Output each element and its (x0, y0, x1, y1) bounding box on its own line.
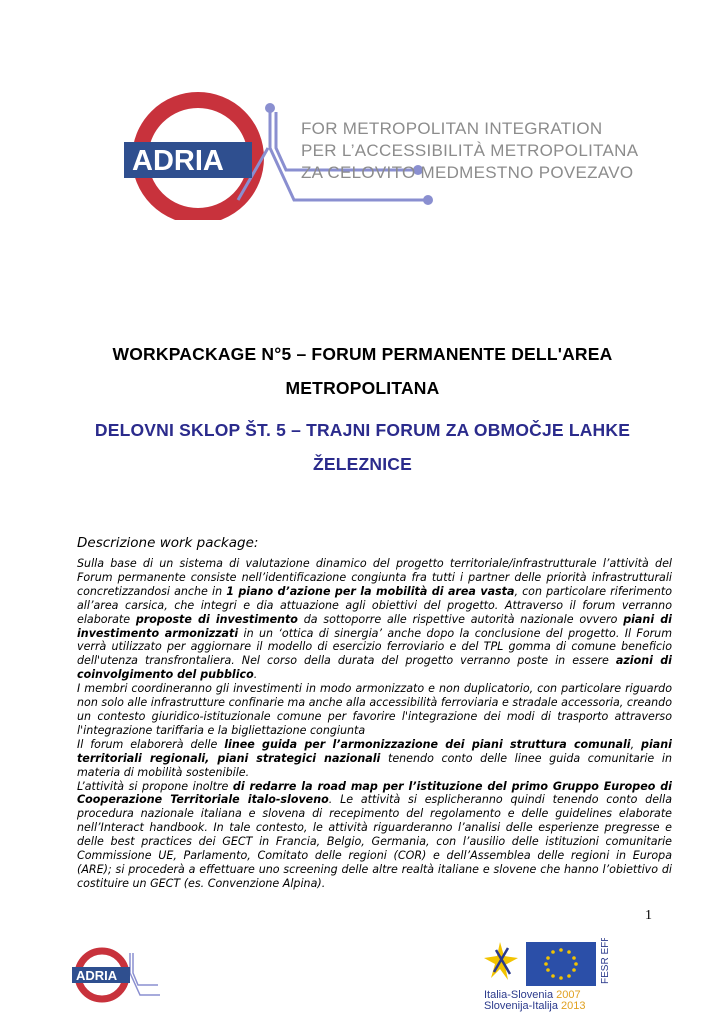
body-text-run: . (253, 668, 258, 682)
body-text-run: , (630, 737, 642, 751)
body-text-run: tenendo conto delle linee guida comunitarie in materia di mobilità sostenibile. (77, 751, 673, 779)
tagline-en: FOR METROPOLITAN INTEGRATION (301, 119, 603, 138)
body-paragraph (77, 780, 672, 891)
emphasized-text: di redarre la road map per l’istituzione del primo Gruppo Europeo di Cooperazione Territoriale italo-sloveno (77, 779, 672, 807)
body-text-run: da sottoporre alle rispettive autorità nazionale ovvero (297, 612, 624, 626)
emphasized-text: 1 piano d’azione per la mobilità di area vasta (226, 584, 515, 598)
programme-year-start: 2007 (556, 989, 581, 1001)
title-italian-line1: WORKPACKAGE N°5 – FORUM PERMANENTE DELL'AREA (112, 344, 613, 364)
work-package-description (77, 557, 672, 891)
fund-acronym: FESR EFRR (600, 938, 611, 984)
body-text-run: Il forum elaborerà delle (77, 737, 225, 751)
page-number: 1 (645, 908, 652, 923)
body-paragraph (77, 738, 672, 780)
programme-name-sl-label: Slovenija-Italija (484, 1000, 558, 1012)
footer-logo-wordmark: ADRIA (76, 968, 118, 983)
tagline-sl: ZA CELOVITO MEDMESTNO POVEZAVO (301, 163, 634, 182)
body-paragraph (77, 557, 672, 682)
emphasized-text: linee guida per l’armonizzazione dei piani struttura comunali (224, 737, 631, 751)
footer-adria-logo (68, 945, 163, 1005)
eu-emblem-graphic (484, 938, 619, 986)
adria-header-logo (118, 90, 638, 220)
body-text-run: . Le attività si esplicheranno quindi tenendo conto della procedura nazionale italiana e slovena di recepimento del regolamento e delle guidelines elaborate nell’Interact handbook. In tale contesto, le attività riguarderanno l’analisi delle esperienze pregresse e delle best practices dei GECT in Francia, Belgio, Germania, con l’ausilio delle istituzioni comunitarie Commissione UE, Parlamento, Comitato delle regioni (COR) e dell’Assemblea delle regioni in Europa (ARE); si procederà a effettuare uno screening delle altre realtà italiane e slovene che hanno l’obiettivo di costituire un GECT (es. Convenzione Alpina). (77, 793, 672, 890)
logo-wordmark: ADRIA (132, 145, 224, 177)
programme-name-it-label: Italia-Slovenia (484, 989, 554, 1001)
logo-track-node (423, 195, 433, 205)
star-burst-icon (484, 942, 518, 980)
footer-adria-graphic (68, 945, 163, 1005)
emphasized-text: azioni di coinvolgimento del pubblico (77, 654, 672, 682)
emphasized-text: piani territoriali regionali, piani strategici nazionali (77, 737, 672, 765)
emphasized-text: piani di investimento armonizzati (77, 612, 672, 640)
programme-name-sl (484, 1001, 619, 1012)
body-paragraph (77, 682, 672, 738)
title-slovenian-line2: ŽELEZNICE (312, 454, 413, 474)
title-slovenian-line1: DELOVNI SKLOP ŠT. 5 – TRAJNI FORUM ZA OBMOČJE LAHKE (94, 420, 631, 440)
programme-year-end: 2013 (561, 1000, 586, 1012)
body-text-run: I membri coordineranno gli investimenti in modo armonizzato e non duplicatorio, con particolare riguardo non solo alle infrastrutture confinarie ma anche alla accessibilità ferroviaria e stradale accessoria, creando un contesto giuridico-istituzionale comune per favorire l'integrazione dei modi di trasporto attraverso l'integrazione tariffaria e la bigliettazione congiunta (77, 682, 672, 737)
body-text-run: L’attività si propone inoltre (77, 779, 233, 793)
footer-eu-programme-logo (484, 938, 619, 1010)
tagline-it: PER L’ACCESSIBILITÀ METROPOLITANA (301, 141, 639, 160)
emphasized-text: proposte di investimento (135, 612, 298, 626)
logo-track-node (265, 103, 275, 113)
body-text-run: in un ‘ottica di sinergia’ anche dopo la conclusione del progetto. Il Forum verrà utilizzato per aggiornare il modello di esercizio ferroviario e del TPL gomma di comune beneficio dell'utenza transfrontaliera. Nel corso della durata del progetto verranno poste in essere (77, 626, 673, 668)
body-text-run: , con particolare riferimento all’area carsica, che integri e dia attuazione agli obiettivi del progetto. Attraverso il forum verranno elaborate (77, 584, 672, 626)
title-italian-line2: METROPOLITANA (285, 378, 440, 398)
footer-logo-tracks (130, 953, 160, 995)
section-subheading: Descrizione work package: (77, 535, 259, 551)
body-text-run: Sulla base di un sistema di valutazione dinamico del progetto territoriale/infrastrutturale l’attività del Forum permanente consiste nell’identificazione congiunta fra tutti i partner delle priorità infrastrutturali concretizzandosi anche in (77, 557, 672, 598)
